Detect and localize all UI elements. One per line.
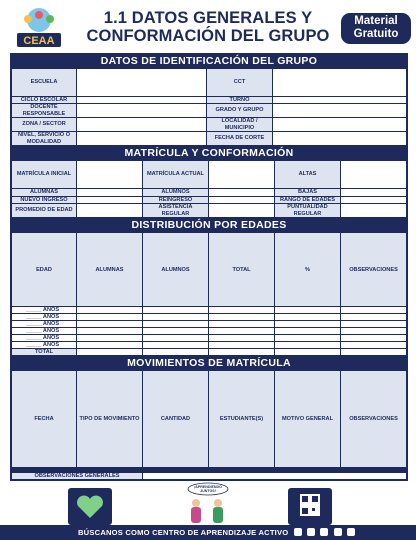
field-value-input[interactable] [273, 118, 407, 132]
field-value-input[interactable] [77, 96, 207, 104]
column-header: OBSERVACIONES [341, 233, 407, 307]
age-row [12, 307, 407, 314]
table-cell-input[interactable] [143, 335, 209, 342]
enrollment-row [12, 189, 407, 197]
enrollment-row [12, 204, 407, 218]
field-label: CICLO ESCOLAR [12, 96, 77, 104]
field-label: NUEVO INGRESO [12, 196, 77, 204]
general-observations-input[interactable] [143, 472, 407, 480]
section-movements-title: MOVIMIENTOS DE MATRÍCULA [11, 356, 407, 370]
field-value-input[interactable] [77, 132, 207, 146]
page-title: 1.1 DATOS GENERALES Y CONFORMACIÓN DEL GRUPO [86, 9, 330, 45]
table-cell-input[interactable] [341, 335, 407, 342]
table-cell-input[interactable] [143, 307, 209, 314]
movements-table [11, 370, 407, 480]
identification-row [12, 104, 407, 118]
tiktok-icon[interactable] [334, 528, 342, 536]
section-age-title: DISTRIBUCIÓN POR EDADES [11, 218, 407, 232]
field-value-input[interactable] [77, 69, 207, 97]
age-distribution-table [11, 232, 407, 356]
column-header: MOTIVO GENERAL [275, 371, 341, 468]
table-cell-input[interactable] [143, 342, 209, 349]
column-header: TIPO DE MOVIMIENTO [77, 371, 143, 468]
identification-row [12, 118, 407, 132]
field-value-input[interactable] [273, 132, 407, 146]
table-cell-input[interactable] [209, 328, 275, 335]
page-footer [0, 482, 416, 540]
table-cell-input[interactable] [275, 314, 341, 321]
identification-table [11, 68, 407, 146]
field-value-input[interactable] [209, 204, 275, 218]
movements-header-row [12, 371, 407, 468]
field-label: NIVEL, SERVICIO O MODALIDAD [12, 132, 77, 146]
table-cell-input[interactable] [341, 342, 407, 349]
field-label: ZONA / SECTOR [12, 118, 77, 132]
age-total-row [12, 349, 407, 356]
enrollment-table [11, 160, 407, 218]
field-value-input[interactable] [273, 69, 407, 97]
footer-banner-text: BÚSCANOS COMO CENTRO DE APRENDIZAJE ACTIVO [78, 528, 289, 537]
field-label: LOCALIDAD / MUNICIPIO [207, 118, 273, 132]
table-cell-input[interactable] [341, 307, 407, 314]
table-cell-input[interactable] [341, 314, 407, 321]
field-value-input[interactable] [209, 196, 275, 204]
identification-row [12, 69, 407, 97]
table-cell-input[interactable] [77, 335, 143, 342]
field-label: MATRÍCULA INICIAL [12, 161, 77, 189]
field-value-input[interactable] [341, 204, 407, 218]
heart-icon [68, 488, 112, 525]
field-label: ALUMNOS [143, 189, 209, 197]
age-row [12, 328, 407, 335]
qr-card-right [288, 488, 332, 525]
age-label: _____ AÑOS [12, 321, 77, 328]
qr-code-icon [288, 488, 332, 525]
field-label: DOCENTE RESPONSABLE [12, 104, 77, 118]
age-label: _____ AÑOS [12, 342, 77, 349]
field-value-input[interactable] [77, 118, 207, 132]
column-header: % [275, 233, 341, 307]
table-cell-input[interactable] [209, 342, 275, 349]
field-label: PUNTUALIDAD REGULAR [275, 204, 341, 218]
field-value-input[interactable] [273, 96, 407, 104]
field-label: REINGRESO [143, 196, 209, 204]
age-row [12, 314, 407, 321]
column-header: ALUMNOS [143, 233, 209, 307]
instagram-icon[interactable] [307, 528, 315, 536]
column-header: FECHA [12, 371, 77, 468]
field-label: GRADO Y GRUPO [207, 104, 273, 118]
table-cell-input[interactable] [209, 321, 275, 328]
field-value-input[interactable] [77, 196, 143, 204]
speech-bubble-text: ¡APRENDIENDO JUNTOS! [194, 485, 222, 493]
column-header: ESTUDIANTE(S) [209, 371, 275, 468]
wifi-icon[interactable] [347, 528, 355, 536]
table-cell-input[interactable] [209, 314, 275, 321]
age-row [12, 335, 407, 342]
enrollment-row [12, 161, 407, 189]
field-value-input[interactable] [77, 161, 143, 189]
table-cell-input[interactable] [275, 307, 341, 314]
field-value-input[interactable] [273, 104, 407, 118]
table-cell-input[interactable] [275, 349, 341, 356]
table-cell-input[interactable] [77, 328, 143, 335]
svg-text:CEAA: CEAA [23, 35, 55, 47]
field-label: MATRÍCULA ACTUAL [143, 161, 209, 189]
table-cell-input[interactable] [143, 328, 209, 335]
field-value-input[interactable] [209, 189, 275, 197]
general-observations-label: OBSERVACIONES GENERALES [12, 472, 143, 480]
total-label: TOTAL [12, 349, 77, 356]
table-cell-input[interactable] [77, 307, 143, 314]
ceaa-logo [14, 6, 64, 48]
age-label: _____ AÑOS [12, 328, 77, 335]
column-header: EDAD [12, 233, 77, 307]
table-cell-input[interactable] [275, 335, 341, 342]
field-label: ESCUELA [12, 69, 77, 97]
identification-row [12, 132, 407, 146]
page-header [0, 0, 416, 52]
section-enrollment-title: MATRÍCULA Y CONFORMACIÓN [11, 146, 407, 160]
column-header: CANTIDAD [143, 371, 209, 468]
age-label: _____ AÑOS [12, 307, 77, 314]
column-header: ALUMNAS [77, 233, 143, 307]
section-identification-title: DATOS DE IDENTIFICACIÓN DEL GRUPO [11, 54, 407, 68]
facebook-icon[interactable] [320, 528, 328, 536]
table-cell-input[interactable] [275, 328, 341, 335]
column-header: OBSERVACIONES [341, 371, 407, 468]
field-label: RANGO DE EDADES [275, 196, 341, 204]
table-cell-input[interactable] [143, 321, 209, 328]
table-cell-input[interactable] [209, 335, 275, 342]
table-cell-input[interactable] [275, 342, 341, 349]
form-container [10, 53, 408, 481]
field-label: CCT [207, 69, 273, 97]
table-cell-input[interactable] [341, 321, 407, 328]
table-cell-input[interactable] [77, 342, 143, 349]
field-value-input[interactable] [341, 161, 407, 189]
field-value-input[interactable] [77, 189, 143, 197]
free-material-badge: Material Gratuito [341, 13, 411, 44]
field-label: ALTAS [275, 161, 341, 189]
age-label: _____ AÑOS [12, 335, 77, 342]
table-cell-input[interactable] [77, 321, 143, 328]
youtube-icon[interactable] [294, 528, 302, 536]
age-row [12, 342, 407, 349]
table-cell-input[interactable] [77, 349, 143, 356]
qr-card-left [68, 488, 112, 525]
field-label: BAJAS [275, 189, 341, 197]
field-value-input[interactable] [77, 204, 143, 218]
table-cell-input[interactable] [143, 349, 209, 356]
field-label: FECHA DE CORTE [207, 132, 273, 146]
table-cell-input[interactable] [341, 349, 407, 356]
field-value-input[interactable] [209, 161, 275, 189]
table-cell-input[interactable] [341, 328, 407, 335]
age-row [12, 321, 407, 328]
table-cell-input[interactable] [209, 307, 275, 314]
field-value-input[interactable] [341, 196, 407, 204]
age-header-row [12, 233, 407, 307]
table-cell-input[interactable] [275, 321, 341, 328]
column-header: TOTAL [209, 233, 275, 307]
enrollment-row [12, 196, 407, 204]
identification-row [12, 96, 407, 104]
general-observations-row [12, 472, 407, 480]
field-label: PROMEDIO DE EDAD [12, 204, 77, 218]
footer-banner [0, 525, 416, 540]
table-cell-input[interactable] [77, 314, 143, 321]
field-value-input[interactable] [77, 104, 207, 118]
field-label: ASISTENCIA REGULAR [143, 204, 209, 218]
field-value-input[interactable] [341, 189, 407, 197]
table-cell-input[interactable] [209, 349, 275, 356]
table-cell-input[interactable] [143, 314, 209, 321]
field-label: ALUMNAS [12, 189, 77, 197]
field-label: TURNO [207, 96, 273, 104]
age-label: _____ AÑOS [12, 314, 77, 321]
